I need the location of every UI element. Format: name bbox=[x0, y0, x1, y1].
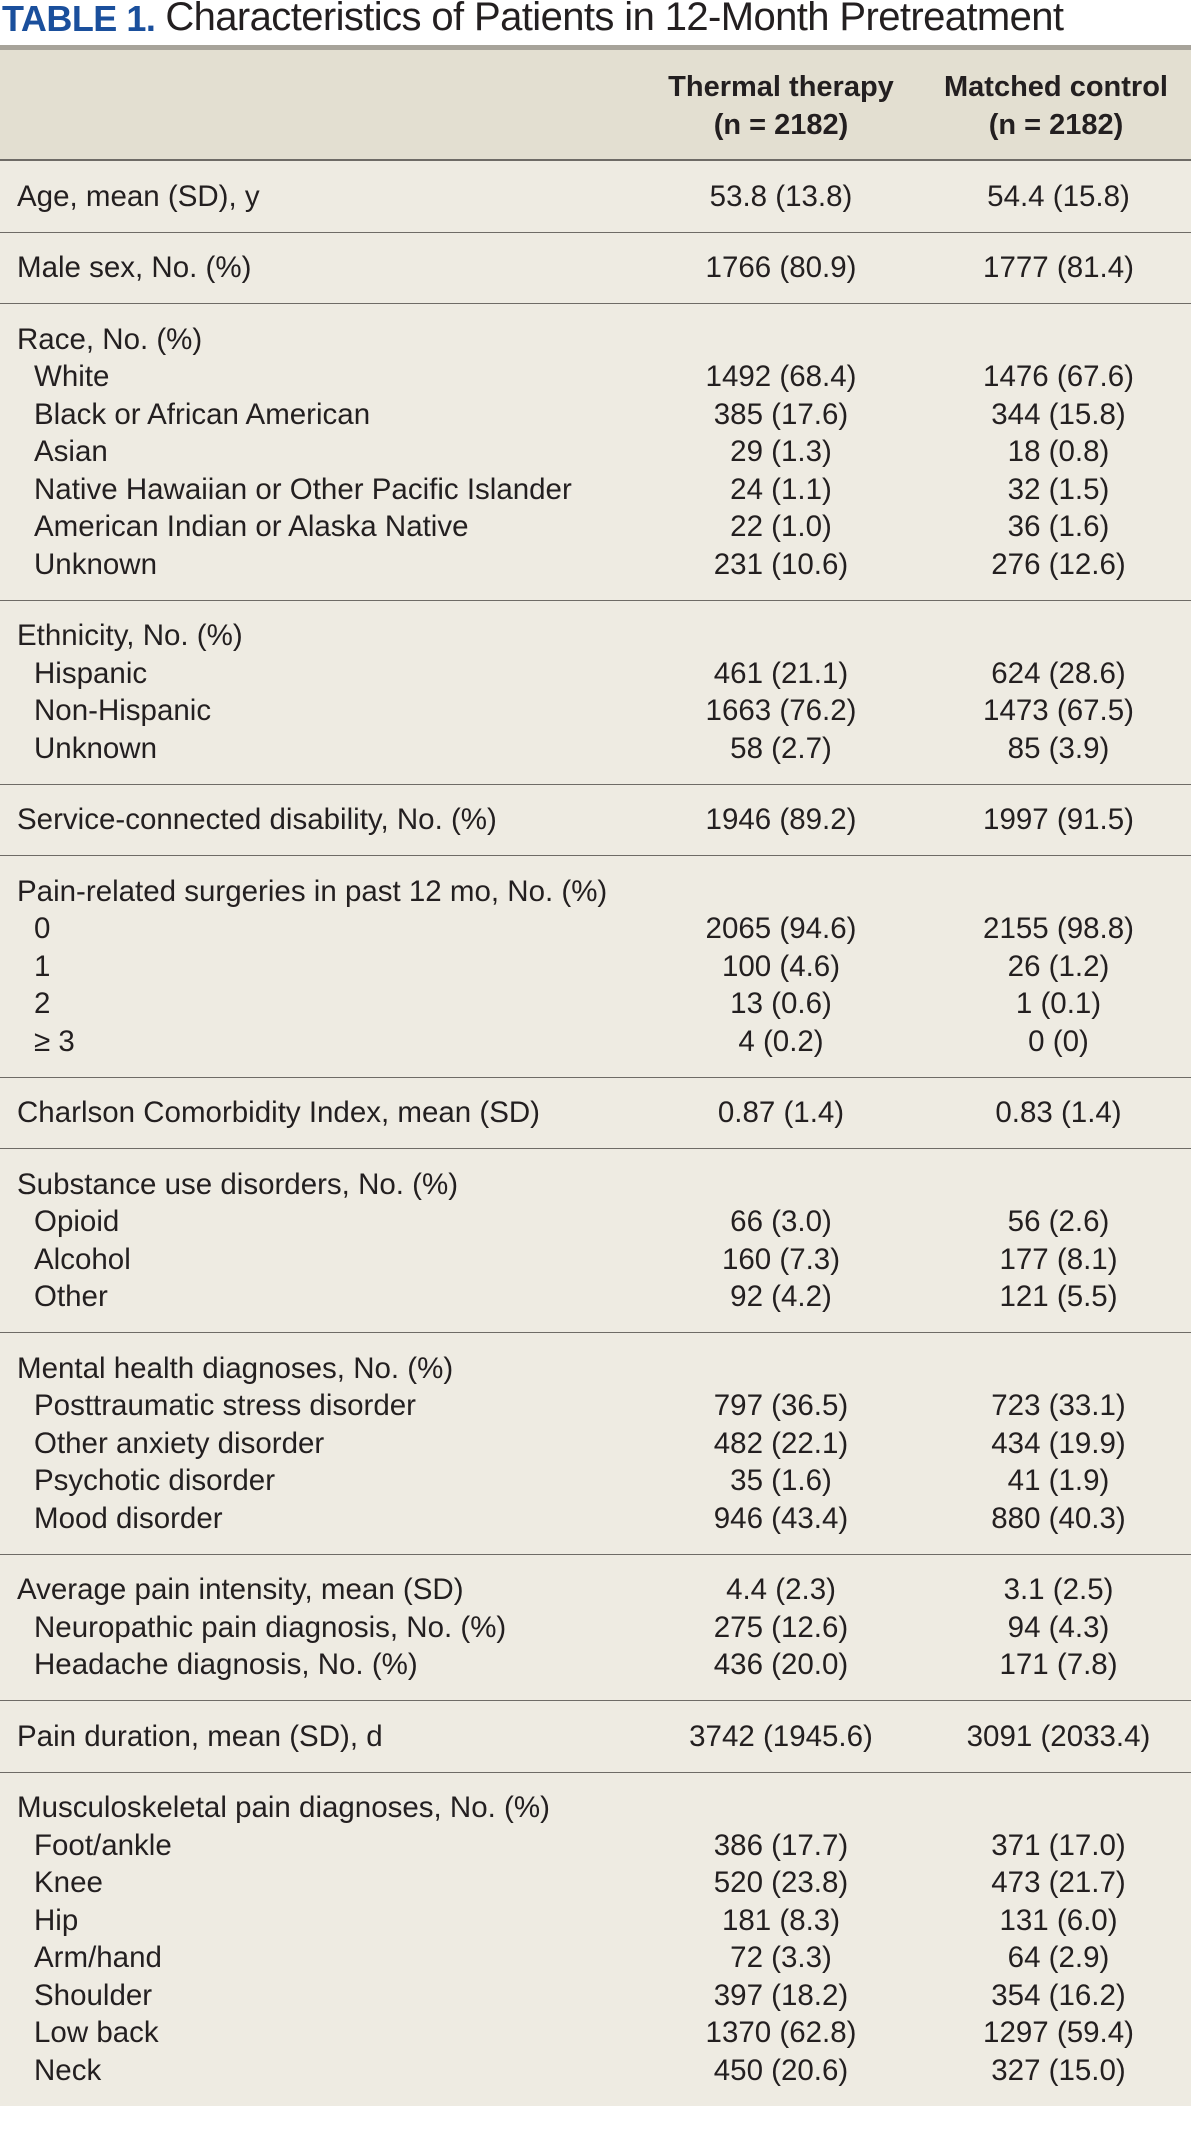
table-row bbox=[0, 396, 1191, 434]
thermal-therapy-value: 2065 (94.6) bbox=[705, 912, 857, 946]
patient-characteristics-table bbox=[0, 45, 1191, 2106]
table-header bbox=[0, 45, 1191, 161]
row-label: Headache diagnosis, No. (%) bbox=[34, 1648, 418, 1682]
table-row bbox=[0, 546, 1191, 584]
row-label: Posttraumatic stress disorder bbox=[34, 1389, 416, 1423]
row-label: 1 bbox=[34, 949, 51, 983]
table-row bbox=[0, 948, 1191, 986]
thermal-therapy-value: 482 (22.1) bbox=[713, 1426, 849, 1460]
matched-control-value: 56 (2.6) bbox=[1007, 1205, 1110, 1239]
thermal-therapy-value: 181 (8.3) bbox=[721, 1903, 841, 1937]
matched-control-value: 1473 (67.5) bbox=[983, 694, 1134, 728]
table-row-group bbox=[0, 856, 1191, 1078]
table-row bbox=[0, 1718, 1191, 1756]
table-row bbox=[0, 730, 1191, 768]
row-label: Male sex, No. (%) bbox=[17, 251, 252, 285]
matched-control-value: 26 (1.2) bbox=[1007, 949, 1110, 983]
thermal-therapy-value: 24 (1.1) bbox=[730, 472, 832, 506]
thermal-therapy-value: 385 (17.6) bbox=[713, 397, 849, 431]
table-row bbox=[0, 321, 1191, 359]
row-label: 2 bbox=[34, 987, 51, 1021]
table-row bbox=[0, 1241, 1191, 1279]
matched-control-value: 0 (0) bbox=[1028, 1024, 1089, 1058]
table-row bbox=[0, 250, 1191, 288]
row-label: Ethnicity, No. (%) bbox=[17, 619, 243, 653]
row-label: Foot/ankle bbox=[34, 1828, 172, 1862]
thermal-therapy-value: 72 (3.3) bbox=[730, 1941, 832, 1975]
table-row-group bbox=[0, 161, 1191, 233]
matched-control-value: 131 (6.0) bbox=[999, 1903, 1118, 1937]
table-row-group bbox=[0, 785, 1191, 857]
table-row bbox=[0, 1790, 1191, 1828]
row-label: Black or African American bbox=[34, 397, 371, 431]
thermal-therapy-value: 797 (36.5) bbox=[713, 1389, 849, 1423]
row-label: Hip bbox=[34, 1903, 79, 1937]
row-label: Non-Hispanic bbox=[34, 694, 212, 728]
matched-control-value: 177 (8.1) bbox=[999, 1242, 1118, 1276]
table-row bbox=[0, 986, 1191, 1024]
row-label: Knee bbox=[34, 1866, 103, 1900]
row-label: Mental health diagnoses, No. (%) bbox=[17, 1351, 454, 1385]
thermal-therapy-value: 1766 (80.9) bbox=[705, 251, 857, 285]
table-row bbox=[0, 693, 1191, 731]
thermal-therapy-value: 100 (4.6) bbox=[721, 949, 841, 983]
row-label: Charlson Comorbidity Index, mean (SD) bbox=[17, 1096, 541, 1130]
thermal-therapy-value: 22 (1.0) bbox=[730, 510, 832, 544]
row-label: Average pain intensity, mean (SD) bbox=[17, 1573, 464, 1607]
table-row bbox=[0, 1166, 1191, 1204]
thermal-therapy-value: 1663 (76.2) bbox=[705, 694, 857, 728]
matched-control-value: 54.4 (15.8) bbox=[987, 179, 1130, 213]
thermal-therapy-value: 275 (12.6) bbox=[713, 1610, 849, 1644]
thermal-therapy-value: 13 (0.6) bbox=[730, 987, 832, 1021]
table-row-group bbox=[0, 304, 1191, 601]
matched-control-value: 3.1 (2.5) bbox=[1003, 1573, 1114, 1607]
table-row-group bbox=[0, 233, 1191, 305]
thermal-therapy-value: 1946 (89.2) bbox=[705, 803, 857, 837]
thermal-therapy-value: 461 (21.1) bbox=[713, 656, 849, 690]
thermal-therapy-value: 58 (2.7) bbox=[730, 731, 832, 765]
thermal-therapy-value: 35 (1.6) bbox=[730, 1464, 832, 1498]
row-label: Arm/hand bbox=[34, 1941, 162, 1975]
matched-control-value: 624 (28.6) bbox=[991, 656, 1126, 690]
table-row bbox=[0, 1500, 1191, 1538]
row-label: Low back bbox=[34, 2016, 159, 2050]
table-row bbox=[0, 1425, 1191, 1463]
thermal-therapy-value: 397 (18.2) bbox=[713, 1978, 849, 2012]
thermal-therapy-value: 4 (0.2) bbox=[738, 1024, 824, 1058]
row-label: Pain-related surgeries in past 12 mo, No. (%) bbox=[17, 874, 608, 908]
matched-control-value: 880 (40.3) bbox=[991, 1501, 1126, 1535]
table-row bbox=[0, 1095, 1191, 1133]
thermal-therapy-value: 160 (7.3) bbox=[721, 1242, 841, 1276]
row-label: Hispanic bbox=[34, 656, 148, 690]
table-row bbox=[0, 471, 1191, 509]
table-body bbox=[0, 161, 1191, 2106]
matched-control-value: 276 (12.6) bbox=[991, 547, 1126, 581]
table-row bbox=[0, 1279, 1191, 1317]
table-row bbox=[0, 178, 1191, 216]
table-row-group bbox=[0, 1773, 1191, 2106]
matched-control-value: 1 (0.1) bbox=[1015, 987, 1102, 1021]
table-row-group bbox=[0, 1333, 1191, 1555]
row-label: Other bbox=[34, 1280, 108, 1314]
thermal-therapy-value: 92 (4.2) bbox=[730, 1280, 832, 1314]
thermal-therapy-value: 66 (3.0) bbox=[730, 1205, 832, 1239]
table-row bbox=[0, 2015, 1191, 2053]
table-row bbox=[0, 1463, 1191, 1501]
table-row bbox=[0, 2052, 1191, 2090]
thermal-therapy-value: 0.87 (1.4) bbox=[717, 1096, 845, 1130]
table-row bbox=[0, 1827, 1191, 1865]
row-label: Mood disorder bbox=[34, 1501, 223, 1535]
row-label: Psychotic disorder bbox=[34, 1464, 276, 1498]
matched-control-value: 121 (5.5) bbox=[999, 1280, 1118, 1314]
thermal-therapy-value: 450 (20.6) bbox=[713, 2053, 849, 2087]
table-row bbox=[0, 434, 1191, 472]
row-label: Unknown bbox=[34, 731, 157, 765]
table-row-group bbox=[0, 601, 1191, 785]
table-title bbox=[0, 0, 1191, 45]
header-thermal-name: Thermal therapy bbox=[668, 71, 894, 103]
header-matched-control bbox=[911, 68, 1191, 144]
row-label: Age, mean (SD), y bbox=[17, 179, 260, 213]
table-row bbox=[0, 1350, 1191, 1388]
row-label: Other anxiety disorder bbox=[34, 1426, 325, 1460]
thermal-therapy-value: 1492 (68.4) bbox=[705, 360, 857, 394]
table-row bbox=[0, 1865, 1191, 1903]
row-label: Race, No. (%) bbox=[17, 322, 203, 356]
matched-control-value: 473 (21.7) bbox=[991, 1866, 1126, 1900]
row-label: ≥ 3 bbox=[34, 1024, 75, 1058]
thermal-therapy-value: 29 (1.3) bbox=[730, 435, 832, 469]
row-label: Shoulder bbox=[34, 1978, 153, 2012]
matched-control-value: 354 (16.2) bbox=[991, 1978, 1126, 2012]
row-label: Neuropathic pain diagnosis, No. (%) bbox=[34, 1610, 507, 1644]
table-row-group bbox=[0, 1078, 1191, 1150]
matched-control-value: 1297 (59.4) bbox=[983, 2016, 1134, 2050]
thermal-therapy-value: 386 (17.7) bbox=[713, 1828, 849, 1862]
thermal-therapy-value: 4.4 (2.3) bbox=[726, 1573, 836, 1607]
thermal-therapy-value: 520 (23.8) bbox=[713, 1866, 849, 1900]
header-thermal-therapy bbox=[636, 68, 926, 144]
table-row bbox=[0, 1388, 1191, 1426]
table-row bbox=[0, 1609, 1191, 1647]
row-label: Native Hawaiian or Other Pacific Islander bbox=[34, 472, 572, 506]
thermal-therapy-value: 231 (10.6) bbox=[713, 547, 849, 581]
matched-control-value: 1777 (81.4) bbox=[983, 251, 1134, 285]
matched-control-value: 3091 (2033.4) bbox=[966, 1719, 1151, 1753]
header-control-n: (n = 2182) bbox=[988, 109, 1124, 141]
table-row bbox=[0, 1940, 1191, 1978]
table-row bbox=[0, 1647, 1191, 1685]
header-control-name: Matched control bbox=[944, 71, 1168, 103]
table-row bbox=[0, 1902, 1191, 1940]
row-label: Service-connected disability, No. (%) bbox=[17, 803, 497, 837]
row-label: White bbox=[34, 360, 110, 394]
row-label: Unknown bbox=[34, 547, 157, 581]
matched-control-value: 85 (3.9) bbox=[1007, 731, 1110, 765]
table-row-group bbox=[0, 1149, 1191, 1333]
row-label: American Indian or Alaska Native bbox=[34, 510, 469, 544]
table-number: TABLE 1. bbox=[2, 0, 156, 39]
matched-control-value: 171 (7.8) bbox=[999, 1648, 1118, 1682]
table-row bbox=[0, 802, 1191, 840]
table-caption: Characteristics of Patients in 12-Month Pretreatment bbox=[165, 0, 1064, 39]
thermal-therapy-value: 3742 (1945.6) bbox=[689, 1719, 873, 1753]
matched-control-value: 327 (15.0) bbox=[991, 2053, 1126, 2087]
row-label: Neck bbox=[34, 2053, 102, 2087]
matched-control-value: 18 (0.8) bbox=[1007, 435, 1110, 469]
matched-control-value: 344 (15.8) bbox=[991, 397, 1126, 431]
row-label: Alcohol bbox=[34, 1242, 131, 1276]
matched-control-value: 2155 (98.8) bbox=[983, 912, 1134, 946]
row-label: Pain duration, mean (SD), d bbox=[17, 1719, 383, 1753]
row-label: 0 bbox=[34, 912, 51, 946]
thermal-therapy-value: 1370 (62.8) bbox=[705, 2016, 857, 2050]
table-row bbox=[0, 618, 1191, 656]
table-row bbox=[0, 655, 1191, 693]
table-row-group bbox=[0, 1555, 1191, 1702]
matched-control-value: 64 (2.9) bbox=[1007, 1941, 1110, 1975]
table-row bbox=[0, 1977, 1191, 2015]
thermal-therapy-value: 436 (20.0) bbox=[713, 1648, 849, 1682]
row-label: Asian bbox=[34, 435, 108, 469]
thermal-therapy-value: 946 (43.4) bbox=[713, 1501, 849, 1535]
matched-control-value: 36 (1.6) bbox=[1007, 510, 1110, 544]
matched-control-value: 1476 (67.6) bbox=[983, 360, 1134, 394]
table-row bbox=[0, 911, 1191, 949]
matched-control-value: 371 (17.0) bbox=[991, 1828, 1126, 1862]
matched-control-value: 94 (4.3) bbox=[1007, 1610, 1110, 1644]
matched-control-value: 723 (33.1) bbox=[991, 1389, 1126, 1423]
matched-control-value: 32 (1.5) bbox=[1007, 472, 1110, 506]
matched-control-value: 1997 (91.5) bbox=[983, 803, 1134, 837]
thermal-therapy-value: 53.8 (13.8) bbox=[709, 179, 853, 213]
header-thermal-n: (n = 2182) bbox=[713, 109, 849, 141]
table-row bbox=[0, 359, 1191, 397]
table-row bbox=[0, 1204, 1191, 1242]
row-label: Substance use disorders, No. (%) bbox=[17, 1167, 459, 1201]
table-row-group bbox=[0, 1701, 1191, 1773]
matched-control-value: 434 (19.9) bbox=[991, 1426, 1126, 1460]
table-row bbox=[0, 1572, 1191, 1610]
row-label: Opioid bbox=[34, 1205, 120, 1239]
matched-control-value: 41 (1.9) bbox=[1007, 1464, 1110, 1498]
matched-control-value: 0.83 (1.4) bbox=[995, 1096, 1122, 1130]
table-row bbox=[0, 1023, 1191, 1061]
row-label: Musculoskeletal pain diagnoses, No. (%) bbox=[17, 1791, 550, 1825]
table-row bbox=[0, 509, 1191, 547]
table-row bbox=[0, 873, 1191, 911]
